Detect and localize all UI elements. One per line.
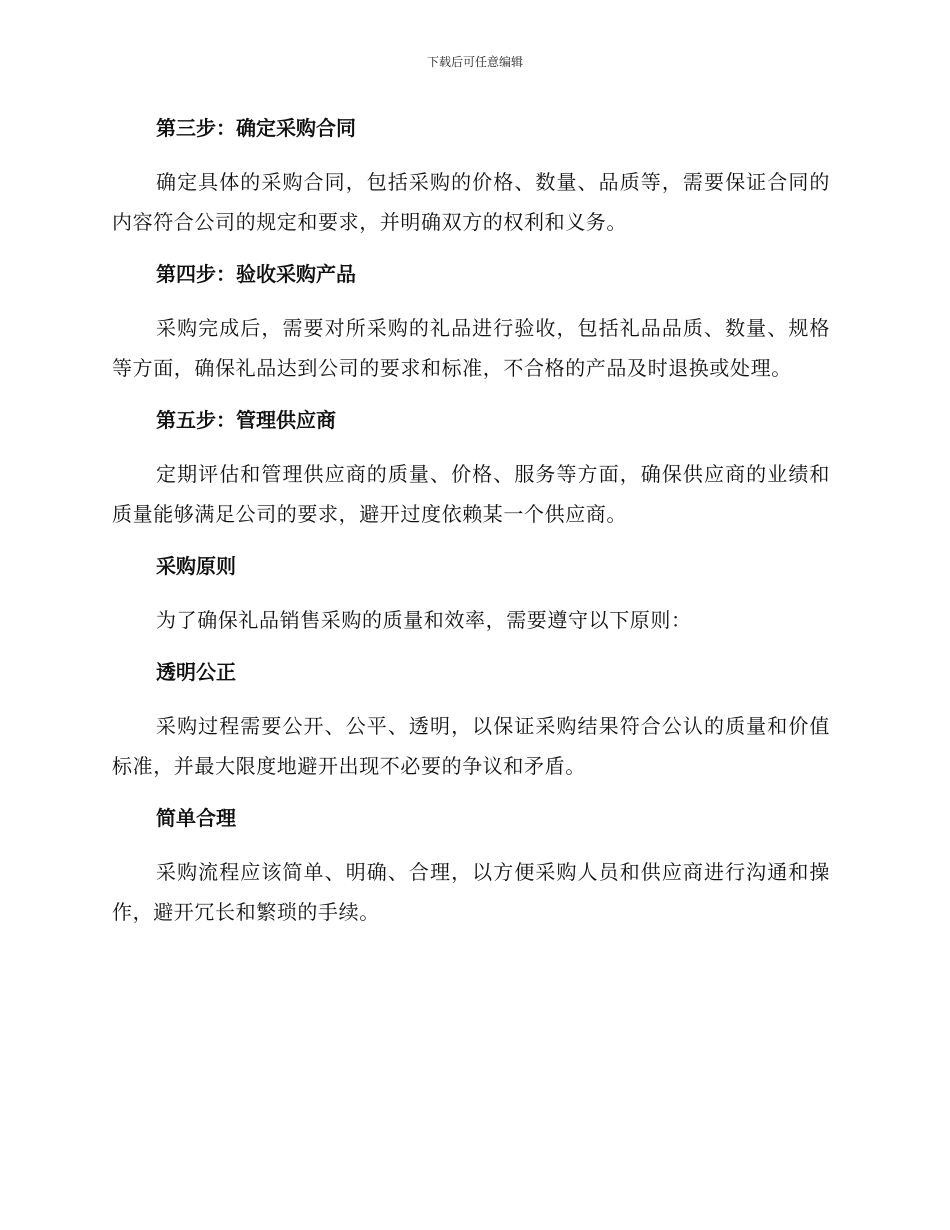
paragraph-principles-intro: 为了确保礼品销售采购的质量和效率，需要遵守以下原则： [156, 608, 692, 632]
document-body [112, 108, 830, 944]
section-heading-transparency: 透明公正 [156, 660, 236, 684]
paragraph-step3: 确定具体的采购合同，包括采购的价格、数量、品质等，需要保证合同的内容符合公司的规定和要求，并明确双方的权利和义务。 [112, 170, 830, 234]
paragraph-step5: 定期评估和管理供应商的质量、价格、服务等方面，确保供应商的业绩和质量能够满足公司的要求，避开过度依赖某一个供应商。 [112, 462, 830, 526]
section-heading-simplicity: 简单合理 [156, 806, 236, 830]
section-heading-step4: 第四步：验收采购产品 [156, 262, 356, 286]
paragraph-transparency: 采购过程需要公开、公平、透明，以保证采购结果符合公认的质量和价值标准，并最大限度地避开出现不必要的争议和矛盾。 [112, 714, 830, 778]
section-heading-step5: 第五步：管理供应商 [156, 408, 336, 432]
paragraph-simplicity: 采购流程应该简单、明确、合理，以方便采购人员和供应商进行沟通和操作，避开冗长和繁琐的手续。 [112, 860, 830, 924]
page-header: 下载后可任意编辑 [426, 55, 523, 69]
section-heading-principles: 采购原则 [156, 554, 236, 578]
paragraph-step4: 采购完成后，需要对所采购的礼品进行验收，包括礼品品质、数量、规格等方面，确保礼品达到公司的要求和标准，不合格的产品及时退换或处理。 [112, 316, 830, 380]
section-heading-step3: 第三步：确定采购合同 [156, 116, 356, 140]
